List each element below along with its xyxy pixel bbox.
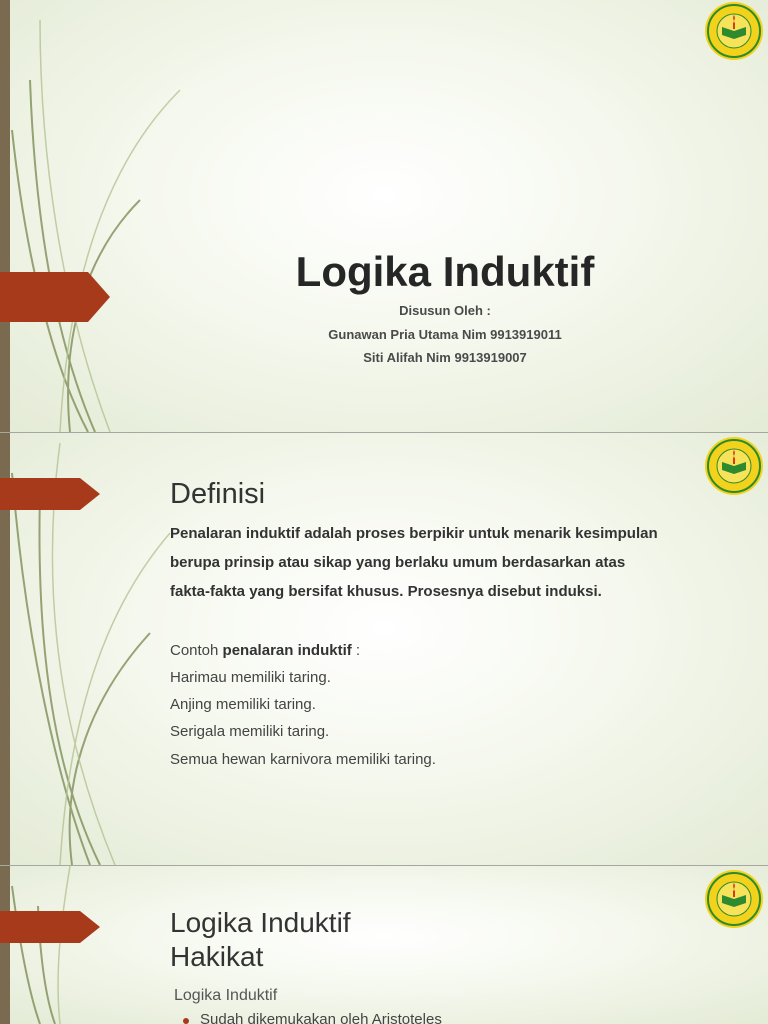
bullet-icon: [183, 1018, 189, 1024]
example-item: Serigala memiliki taring.: [170, 723, 330, 740]
bullet-item: Sudah dikemukakan oleh Aristoteles: [200, 1011, 442, 1024]
slide-title: Logika Induktif: [295, 248, 595, 295]
slide-1: [0, 0, 768, 432]
definition-paragraph: [170, 519, 730, 606]
accent-arrow: [0, 478, 100, 510]
university-seal-icon: [704, 869, 764, 929]
example-item: Anjing memiliki taring.: [170, 696, 316, 713]
university-seal-icon: [704, 436, 764, 496]
example-item: Semua hewan karnivora memiliki taring.: [170, 751, 436, 768]
swoosh-decoration: [0, 0, 200, 432]
prepared-by-label: Disusun Oleh :: [399, 303, 491, 318]
example-prefix: Contoh: [170, 642, 223, 659]
paragraph-line: fakta-fakta yang bersifat khusus. Prosesnya disebut induksi.: [170, 583, 602, 600]
heading-line-1: Logika Induktif: [170, 907, 351, 938]
section-heading: [170, 906, 351, 974]
subsection-label: Logika Induktif: [174, 987, 278, 1004]
accent-arrow: [0, 272, 110, 322]
author-line-2: Siti Alifah Nim 9913919007: [363, 350, 527, 365]
author-line-1: Gunawan Pria Utama Nim 9913919011: [328, 327, 562, 342]
paragraph-line: berupa prinsip atau sikap yang berlaku umum berdasarkan atas: [170, 554, 626, 571]
paragraph-line: Penalaran induktif adalah proses berpikir untuk menarik kesimpulan: [170, 525, 658, 542]
slide-2: [0, 433, 768, 865]
example-bold-term: penalaran induktif: [222, 642, 352, 659]
university-seal-icon: [704, 1, 764, 61]
section-heading: Definisi: [170, 478, 266, 510]
example-heading: [170, 642, 360, 659]
example-suffix: :: [351, 642, 361, 659]
slide-3: [0, 866, 768, 1024]
example-item: Harimau memiliki taring.: [170, 669, 331, 686]
heading-line-2: Hakikat: [170, 941, 264, 972]
accent-arrow: [0, 911, 100, 943]
